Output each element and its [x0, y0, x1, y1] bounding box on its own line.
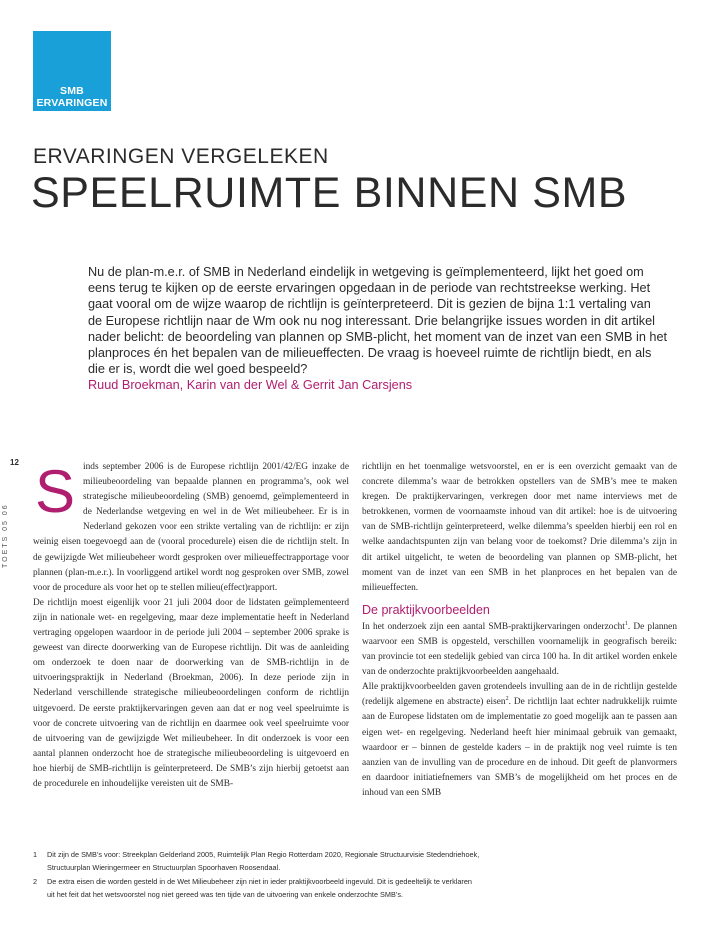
body-paragraph: De richtlijn moest eigenlijk voor 21 juli 2004 door de lidstaten geïmplementeerd zijn in nationale wet- en regelgeving, maar deze implementatie heeft in Nederland vertraging opgelopen waardoor in de periode juli 2004 – september 2006 sprake is geweest van directe doorwerking van de Europese richtlijn. Dit was de aanleiding om onderzoek te doen naar de doorwerking van de SMB-richtlijn in de uitvoeringspraktijk in Nederland (Broekman, 2006). In deze periode zijn in Nederland verschillende strategische milieubeoordelingen conform de richtlijn uitgevoerd. De eerste praktijkervaringen geven aan dat er nog veel speelruimte is voor de concrete uitvoering van de richtlijn en daarmee ook veel speelruimte voor de uitvoering van de gewijzigde Wet milieubeheer. In dit onderzoek is voor een aantal plannen onderzocht hoe de strategische milieubeoordeling is uitgevoerd en hoe hierbij de SMB-richtlijn is geïnterpreteerd. De SMB’s zijn hierbij getoetst aan de procedurele en inhoudelijke vereisten uit de SMB-: [33, 597, 349, 789]
supertitle: ERVARINGEN VERGELEKEN: [33, 145, 329, 168]
body-text: . De richtlijn laat echter nadrukkelijk ruimte aan de Europese lidstaten om de implementatie zo goed mogelijk aan te passen aan eigen wet- en regelgeving. Nederland heeft hier minimaal gebruik van gemaakt, waardoor er – binnen de gestelde kaders – in de praktijk nog veel ruimte is ten aanzien van de invulling van de procedure en de inhoud. Dit geeft de planvormers en daardoor initiatiefnemers van SMB’s de mogelijkheid om het proces en de inhoud van een SMB: [362, 697, 677, 798]
footnote-ref: 1: [624, 620, 628, 627]
authors: Ruud Broekman, Karin van der Wel & Gerrit Jan Carsjens: [88, 378, 413, 392]
article-title: SPEELRUIMTE BINNEN SMB: [31, 169, 628, 217]
footnote-text: [47, 848, 479, 875]
footnote-number: 2: [33, 876, 38, 886]
footnotes: [33, 848, 673, 901]
body-column-left: [33, 460, 349, 792]
body-text: In het onderzoek zijn een aantal SMB-praktijkervaringen onderzocht: [362, 621, 625, 632]
footnote-number: 1: [33, 850, 38, 859]
footnote-line: uit het feit dat het wetsvoorstel nog niet gereed was ten tijde van de uitvoering van enkele onderzochte SMB’s.: [47, 889, 404, 899]
page-number: 12: [10, 458, 19, 467]
section-tag-line2: ERVARINGEN: [36, 97, 108, 109]
section-tag-line1: SMB: [60, 85, 84, 97]
body-paragraph: [362, 620, 677, 680]
section-heading: De praktijkvoorbeelden: [362, 602, 490, 617]
journal-side-label: TOETS 05 06: [2, 503, 9, 568]
footnote-line: De extra eisen die worden gesteld in de Wet Milieubeheer zijn niet in ieder praktijkvoorbeeld ingevuld. Dit is gedeeltelijk te verklaren: [47, 876, 472, 886]
lead-paragraph: Nu de plan-m.e.r. of SMB in Nederland eindelijk in wetgeving is geïmplementeerd, lijkt het goed om eens terug te kijken op de eerste ervaringen opgedaan in de periode van rechtstreekse werking. Het gaat vooral om de wijze waarop de richtlijn is geïnterpreteerd. Dit is gezien de bijna 1:1 vertaling van de Europese richtlijn naar de Wm ook nu nog interessant. Drie belangrijke issues worden in dit artikel nader belicht: de beoordeling van plannen op SMB-plicht, het moment van de inzet van een SMB in het planproces én het bepalen van de milieueffecten. De vraag is hoeveel ruimte de richtlijn biedt, en als die er is, wordt die wel goed bespeeld?: [88, 265, 668, 377]
drop-cap: S: [35, 458, 76, 525]
footnote-line: Structuurplan Wieringermeer en Structuurplan Spoorhaven Roosendaal.: [47, 863, 281, 873]
body-text: Alle praktijkvoorbeelden gaven grotendeels invulling aan de in de richtlijn gestelde (redelijk algemene en abstracte) eisen: [362, 682, 677, 708]
footnote-text: [47, 875, 472, 902]
footnote-ref: 2: [505, 696, 509, 703]
body-paragraph: [362, 680, 677, 801]
body-paragraph: inds september 2006 is de Europese richtlijn 2001/42/EG inzake de milieubeoordeling van bepaalde plannen en programma’s, ook wel strategische milieubeoordeling (SMB) genoemd, geïmplementeerd in de Nederlandse wetgeving en wel in de Wet milieubeheer. Er is in Nederland gekozen voor een strikte vertaling van de richtlijn: er zijn weinig eisen toegevoegd aan de (vooral procedurele) eisen die de richtlijn stelt. In de gewijzigde Wet milieubeheer wordt gesproken over milieueffectrapportage voor plannen (plan-m.e.r.). In voorliggend artikel wordt nog gesproken over SMB, zowel voor de procedure als voor het op te stellen milieu(effect)rapport.: [33, 462, 349, 593]
footnote: [33, 875, 673, 902]
body-column-right: [362, 460, 677, 801]
body-text: . De plannen waarvoor een SMB is opgesteld, verschillen voornamelijk in geografisch bereik: van provincie tot een stedelijk gebied van circa 100 ha. In dit artikel worden enkele van de onderzochte praktijkvoorbeelden aangehaald.: [362, 621, 677, 678]
section-tag: [33, 31, 111, 111]
footnote-line: Dit zijn de SMB’s voor: Streekplan Gelderland 2005, Ruimtelijk Plan Regio Rotterdam 2020, Regionale Structuurvisie Stedendriehoek,: [47, 850, 480, 859]
footnote: [33, 848, 673, 875]
body-paragraph: richtlijn en het toenmalige wetsvoorstel, en er is een overzicht gemaakt van de concrete dilemma’s waar de betrokken opstellers van de SMB’s mee te maken kregen. De praktijkervaringen, verkregen door met name interviews met de betrokkenen, vormen de voornaamste inhoud van dit artikel: hoe is de uitvoering van de SMB-richtlijn geïnterpreteerd, welke dilemma’s speelden hierbij een rol en welke aandachtspunten zijn van belang voor de toekomst? Drie dilemma’s zijn in dit artikel uitgelicht, te weten de beoordeling van plannen op SMB-plicht, het moment van de inzet van een SMB in het planproces en het bepalen van de milieueffecten.: [362, 462, 677, 593]
